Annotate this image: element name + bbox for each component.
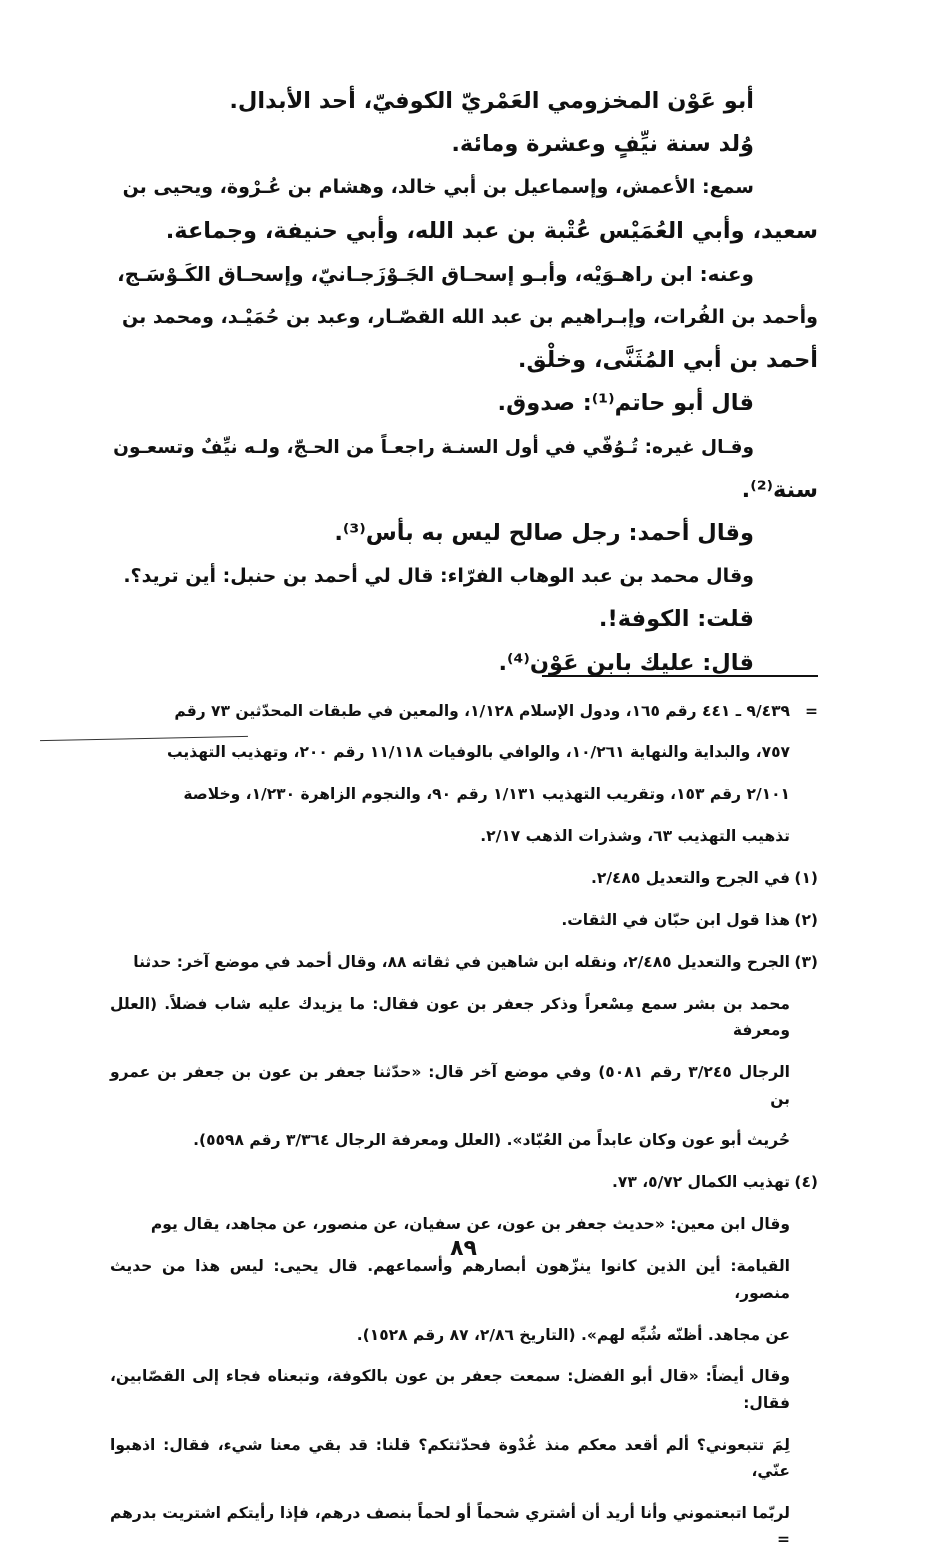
main-line: أحمد بن أبي المُثَنَّى، وخلْق. (517, 347, 818, 374)
main-line: سنة⁽²⁾. (741, 476, 818, 503)
main-line: وقال محمد بن عبد الوهاب الفرّاء: قال لي أحمد بن حنبل: أين تريد؟. (123, 565, 754, 588)
main-text (110, 80, 818, 685)
footnote-line: لِمَ تتبعوني؟ ألم أقعد معكم منذ غُدْوة فحدّثتكم؟ قلنا: قد بقي معنا شيء، فقال: اذهبوا عنّي، (110, 1435, 790, 1481)
footnote-line: ٢/١٠١ رقم ١٥٣، وتقريب التهذيب ١/١٣١ رقم ٩٠، والنجوم الزاهرة ١/٢٣٠، وخلاصة (183, 785, 790, 804)
page-number: ٨٩ (450, 1236, 477, 1261)
footnote-marker: (٤) (794, 1173, 818, 1192)
footnote-4-continuation (110, 1211, 818, 1553)
footnote-line: عن مجاهد. أظنّه شُبِّه لهم». (التاريخ ٢/٨٦، ٨٧ رقم ١٥٢٨). (356, 1325, 790, 1344)
main-line: قلت: الكوفة!. (598, 606, 754, 633)
footnote-line: هذا قول ابن حبّان في الثقات. (561, 911, 790, 930)
footnote-line: الرجال ٣/٢٤٥ رقم ٥٠٨١) وفي موضع آخر قال: «حدّثنا جعفر بن عون بن جعفر بن عمرو بن (110, 1063, 790, 1108)
main-line: أبو عَوْن المخزومي العَمْريّ الكوفيّ، أحد الأبدال. (229, 88, 754, 114)
main-line: وعنه: ابن راهـوَيْه، وأبـو إسحـاق الجَـوْزَجـانيّ، وإسحـاق الكَـوْسَـج، (117, 261, 754, 286)
footnote-line: في الجرح والتعديل ٢/٤٨٥. (591, 869, 790, 888)
main-line: وأحمد بن الفُرات، وإبـراهيم بن عبد الله القصّـار، وعبد بن حُمَيْـد، ومحمد بن (122, 306, 818, 329)
main-line: قال أبو حاتم⁽¹⁾: صدوق. (497, 390, 754, 417)
footnote-line: الجرح والتعديل ٢/٤٨٥، ونقله ابن شاهين في ثقاته ٨٨، وقال أحمد في موضع آخر: حدثنا (133, 952, 790, 971)
main-line: قال: عليك بابن عَوْن⁽⁴⁾. (498, 649, 754, 676)
footnote-line: حُريث أبو عون وكان عابداً من العُبّاد». (العلل ومعرفة الرجال ٣/٣٦٤ رقم ٥٥٩٨). (193, 1131, 790, 1150)
footnote-line: القيامة: أين الذين كانوا ينزّهون أبصارهم وأسماعهم. قال يحيى: ليس هذا من حديث منصور، (110, 1257, 790, 1302)
footnotes (110, 682, 818, 1568)
footnote-line: محمد بن بشر سمع مِسْعراً وذكر جعفر بن عون فقال: ما يزيدك عليه شاب فضلاً. (العلل ومعرفة (110, 994, 790, 1040)
footnote-continuation (110, 698, 818, 850)
footnote-4 (110, 1169, 818, 1195)
main-line: سعيد، وأبي العُمَيْس عُتْبة بن عبد الله، وأبي حنيفة، وجماعة. (165, 217, 818, 244)
footnote-line: ٩/٤٣٩ ـ ٤٤١ رقم ١٦٥، ودول الإسلام ١/١٢٨، والمعين في طبقات المحدّثين ٧٣ رقم (174, 701, 790, 720)
footnote-line: وقال أيضاً: «قال أبو الفضل: سمعت جعفر بن عون بالكوفة، وتبعناه فجاء إلى القصّابين، فقال: (110, 1367, 790, 1412)
continuation-marker: = (805, 701, 818, 720)
footnote-1 (110, 865, 818, 891)
main-line: سمع: الأعمش، وإسماعيل بن أبي خالد، وهشام بن عُـرْوة، ويحيى بن (122, 176, 754, 199)
footnote-line: ٧٥٧، والبداية والنهاية ١٠/٢٦١، والوافي بالوفيات ١١/١١٨ رقم ٢٠٠، وتهذيب التهذيب (167, 743, 790, 762)
main-line: وقـال غيره: تُـوُفّي في أول السنـة راجعـاً من الحـجّ، ولـه نيِّفٌ وتسعـون (113, 436, 754, 458)
footnote-divider (542, 675, 818, 677)
footnote-line: تهذيب الكمال ٥/٧٢، ٧٣. (612, 1173, 790, 1192)
footnote-line: تذهيب التهذيب ٦٣، وشذرات الذهب ٢/١٧. (480, 827, 790, 846)
footnote-marker: (٣) (794, 952, 818, 971)
main-line: وُلد سنة نيِّفٍ وعشرة ومائة. (451, 131, 754, 158)
footnote-line: وقال ابن معين: «حديث جعفر بن عون، عن سفيان، عن منصور، عن مجاهد، يقال يوم (150, 1215, 790, 1234)
footnote-marker: (٢) (794, 911, 818, 930)
footnote-3 (110, 949, 818, 1154)
footnote-line: لربّما اتبعتموني وأنا أريد أن أشتري شحماً أو لحماً بنصف درهم، فإذا رأيتكم اشتريت بدرهم = (110, 1504, 790, 1549)
footnote-2 (110, 907, 818, 933)
main-line: وقال أحمد: رجل صالح ليس به بأس⁽³⁾. (334, 520, 754, 547)
footnote-marker: (١) (794, 869, 818, 888)
